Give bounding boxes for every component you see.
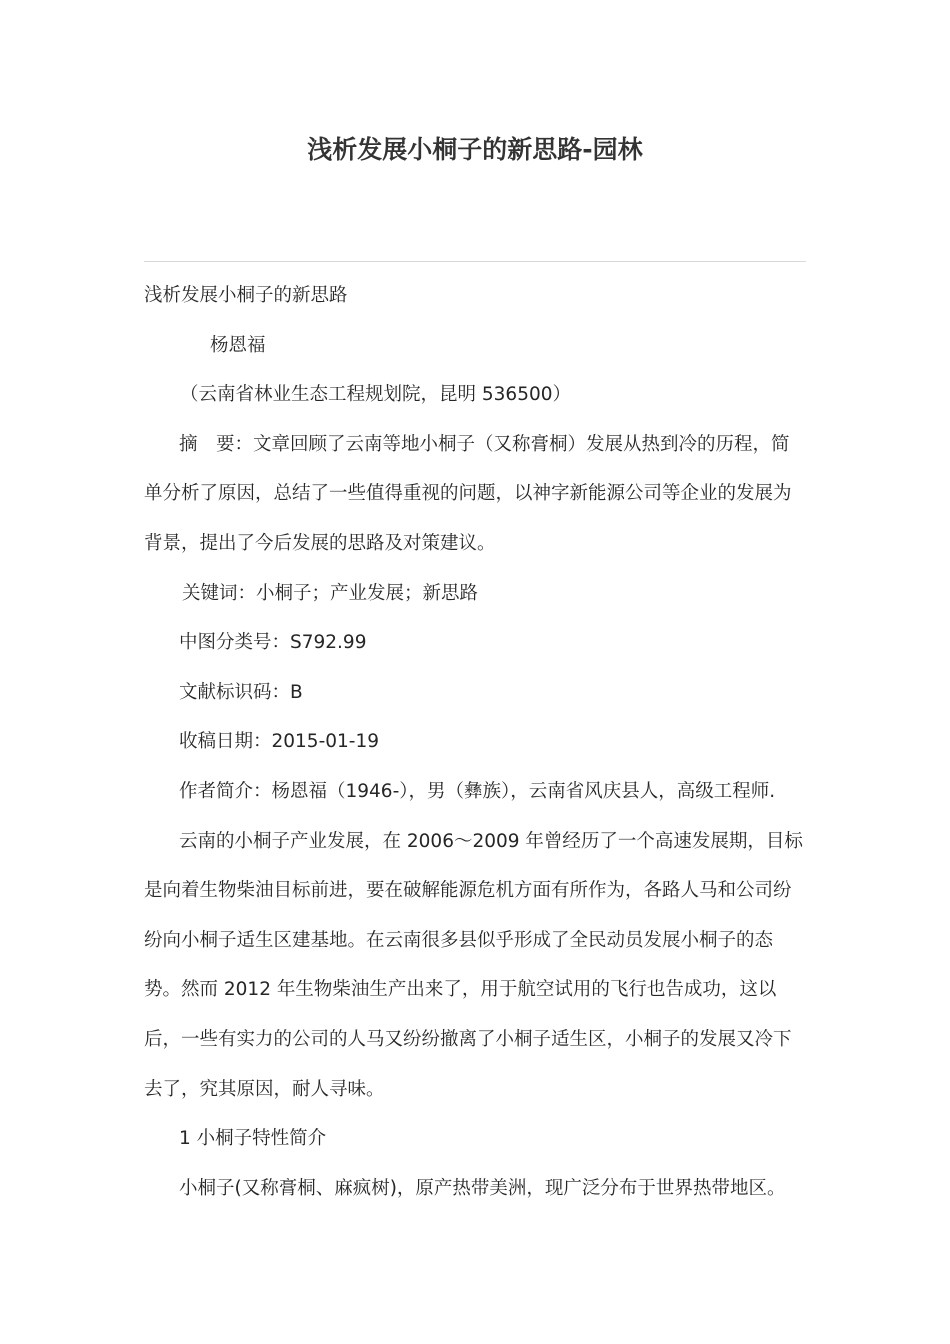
abstract-paragraph: 摘 要：文章回顾了云南等地小桐子（又称膏桐）发展从热到冷的历程，简单分析了原因，总结了一些值得重视的问题，以神字新能源公司等企业的发展为背景，提出了今后发展的思路及对策建议。 <box>144 433 792 554</box>
received-date: 收稿日期：2015-01-19 <box>179 731 380 753</box>
author-bio: 作者简介：杨恩福（1946-），男（彝族），云南省风庆县人，高级工程师. <box>179 780 776 802</box>
keywords-line: 关键词：小桐子；产业发展；新思路 <box>182 582 479 604</box>
author-name: 杨恩福 <box>210 334 266 356</box>
section-1-paragraph: 小桐子(又称膏桐、麻疯树)，原产热带美洲，现广泛分布于世界热带地区。 <box>179 1177 786 1199</box>
document-title: 浅析发展小桐子的新思路-园林 <box>307 135 643 164</box>
intro-paragraph: 云南的小桐子产业发展，在 2006～2009 年曾经历了一个高速发展期，目标是向着生物柴油目标前进，要在破解能源危机方面有所作为，各路人马和公司纷纷向小桐子适生区建基地。在云南很多县似乎形成了全民动员发展小桐子的态势。然而 2012 年生物柴油生产出来了，用于航空试用的飞行也告成功，这以后，一些有实力的公司的人马又纷纷撤离了小桐子适生区，小桐子的发展又冷下去了，究其原因，耐人寻味。 <box>144 830 803 1100</box>
title-divider <box>144 261 806 262</box>
classification-number: 中图分类号：S792.99 <box>179 632 367 654</box>
article-title: 浅析发展小桐子的新思路 <box>144 285 348 306</box>
section-heading-1: 1 小桐子特性简介 <box>179 1128 327 1150</box>
document-body <box>144 271 806 1213</box>
author-affiliation: （云南省林业生态工程规划院，昆明 536500） <box>180 384 572 406</box>
document-code: 文献标识码：B <box>179 681 303 703</box>
